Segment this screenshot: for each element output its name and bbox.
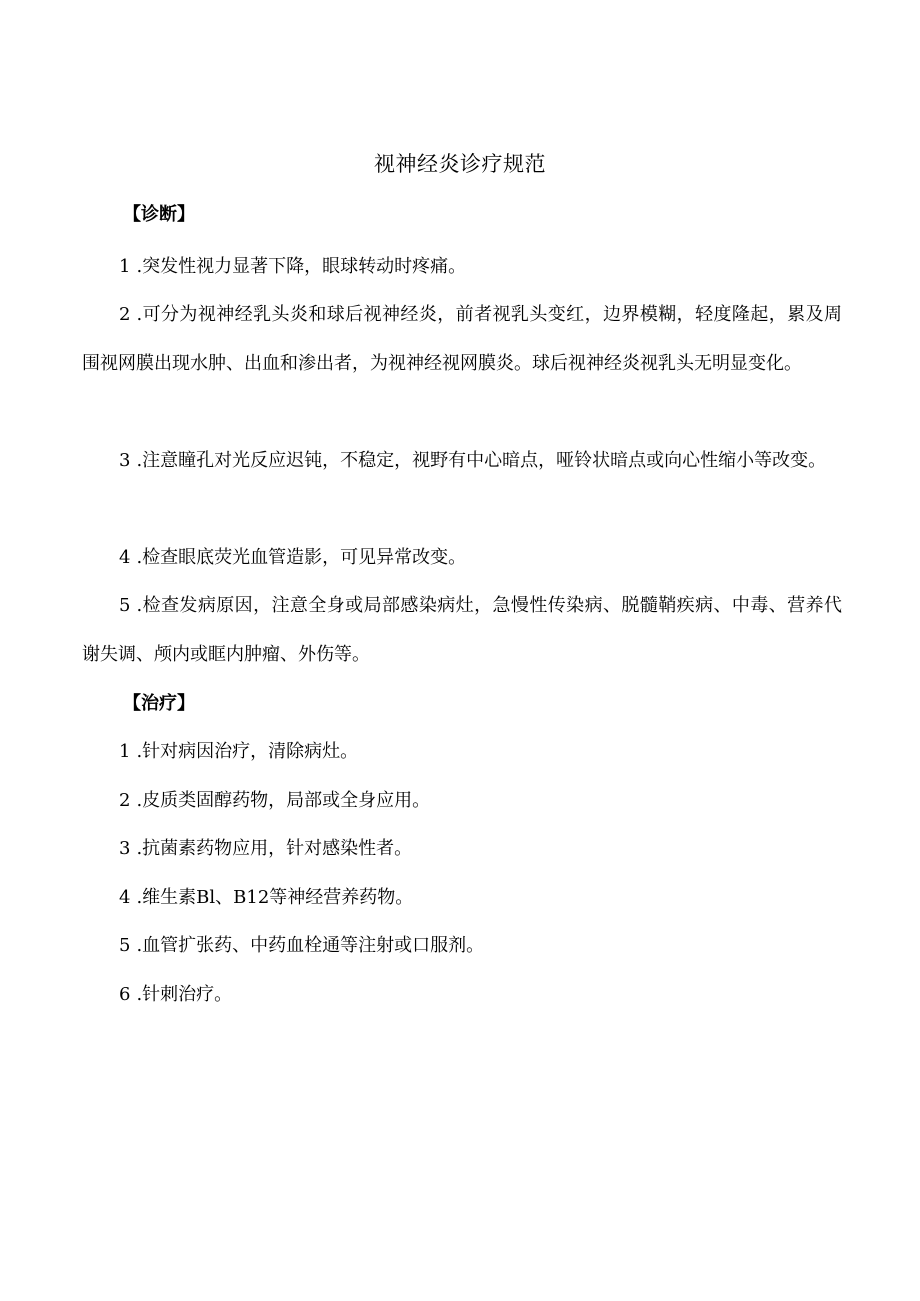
item-text: .突发性视力显著下降，眼球转动时疼痛。 <box>136 256 467 277</box>
item-number: 2 <box>119 790 131 811</box>
item-text: .可分为视神经乳头炎和球后视神经炎，前者视乳头变红，边界模糊，轻度隆起，累及周围视网膜出现水肿、出血和渗出者，为视神经视网膜炎。球后视神经炎视乳头无明显变化。 <box>82 304 842 374</box>
treatment-item-4 <box>82 874 842 923</box>
item-number: 4 <box>119 547 131 568</box>
item-number: 2 <box>119 304 131 325</box>
section-heading-diagnosis: 【诊断】 <box>123 204 195 225</box>
diagnosis-item-1 <box>82 243 842 292</box>
section-heading-treatment: 【治疗】 <box>123 693 195 714</box>
item-number: 3 <box>119 838 131 859</box>
item-text: .维生素Bl、B12等神经营养药物。 <box>136 887 414 908</box>
item-text: .针对病因治疗，清除病灶。 <box>136 741 359 762</box>
item-text: .抗菌素药物应用，针对感染性者。 <box>136 838 413 859</box>
item-text: .血管扩张药、中药血栓通等注射或口服剂。 <box>136 935 485 956</box>
treatment-item-5 <box>82 922 842 971</box>
item-text: .针刺治疗。 <box>136 984 233 1005</box>
item-number: 6 <box>119 984 131 1005</box>
treatment-item-2 <box>82 777 842 826</box>
page-title: 视神经炎诊疗规范 <box>374 152 546 176</box>
item-number: 3 <box>119 450 131 471</box>
item-text: .检查发病原因，注意全身或局部感染病灶，急慢性传染病、脱髓鞘疾病、中毒、营养代谢失调、颅内或眶内肿瘤、外伤等。 <box>82 595 842 665</box>
item-text: .检查眼底荧光血管造影，可见异常改变。 <box>136 547 467 568</box>
item-number: 1 <box>119 741 131 762</box>
treatment-item-3 <box>82 825 842 874</box>
item-number: 4 <box>119 887 131 908</box>
diagnosis-item-3 <box>82 437 842 486</box>
item-number: 1 <box>119 256 131 277</box>
diagnosis-item-5 <box>82 582 842 679</box>
diagnosis-item-2 <box>82 291 842 388</box>
diagnosis-item-4 <box>82 534 842 583</box>
treatment-item-6 <box>82 971 842 1020</box>
item-number: 5 <box>119 935 131 956</box>
item-number: 5 <box>119 595 131 616</box>
item-text: .皮质类固醇药物，局部或全身应用。 <box>136 790 431 811</box>
treatment-item-1 <box>82 728 842 777</box>
item-text: .注意瞳孔对光反应迟钝，不稳定，视野有中心暗点，哑铃状暗点或向心性缩小等改变。 <box>136 450 827 471</box>
